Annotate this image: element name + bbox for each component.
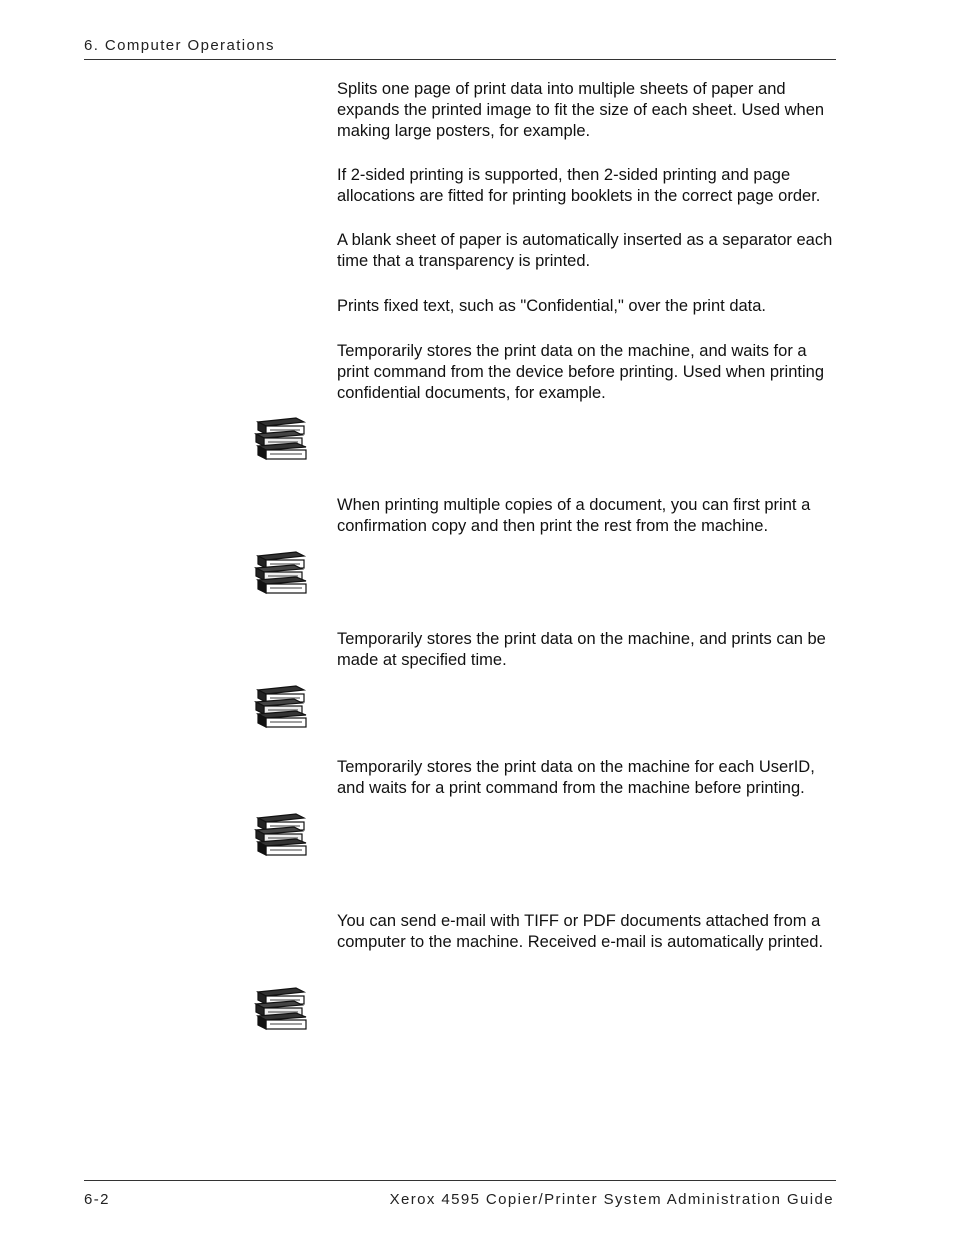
book-stack-icon [252, 550, 308, 598]
book-stack-icon [252, 812, 308, 860]
paragraph-email-print: You can send e-mail with TIFF or PDF documents attached from a computer to the machine. Received e-mail is automatically printed. [337, 912, 824, 951]
book-stack-icon [252, 684, 308, 732]
paragraph-delayed-print: Temporarily stores the print data on the machine, and prints can be made at specified time. [337, 630, 826, 669]
book-stack-icon [252, 986, 308, 1034]
paragraph-watermark: Prints fixed text, such as "Confidential," over the print data. [337, 297, 767, 315]
running-head: 6. Computer Operations [84, 37, 275, 54]
guide-title: Xerox 4595 Copier/Printer System Administration Guide [389, 1191, 834, 1208]
paragraph-sample-print: When printing multiple copies of a document, you can first print a confirmation copy and then print the rest from the machine. [337, 496, 811, 535]
header-rule [84, 59, 836, 60]
paragraph-booklet: If 2-sided printing is supported, then 2-sided printing and page allocations are fitted for printing booklets in the correct page order. [337, 166, 821, 205]
paragraph-userid-print: Temporarily stores the print data on the machine for each UserID, and waits for a print command from the machine before printing. [337, 758, 815, 797]
page-number: 6-2 [84, 1191, 110, 1208]
paragraph-secure-print: Temporarily stores the print data on the machine, and waits for a print command from the device before printing. Used when printing confidential documents, for example. [337, 342, 824, 402]
footer-rule [84, 1180, 836, 1181]
book-stack-icon [252, 416, 308, 464]
paragraph-transparency: A blank sheet of paper is automatically inserted as a separator each time that a transparency is printed. [337, 231, 833, 270]
paragraph-poster: Splits one page of print data into multiple sheets of paper and expands the printed image to fit the size of each sheet. Used when making large posters, for example. [337, 80, 825, 140]
